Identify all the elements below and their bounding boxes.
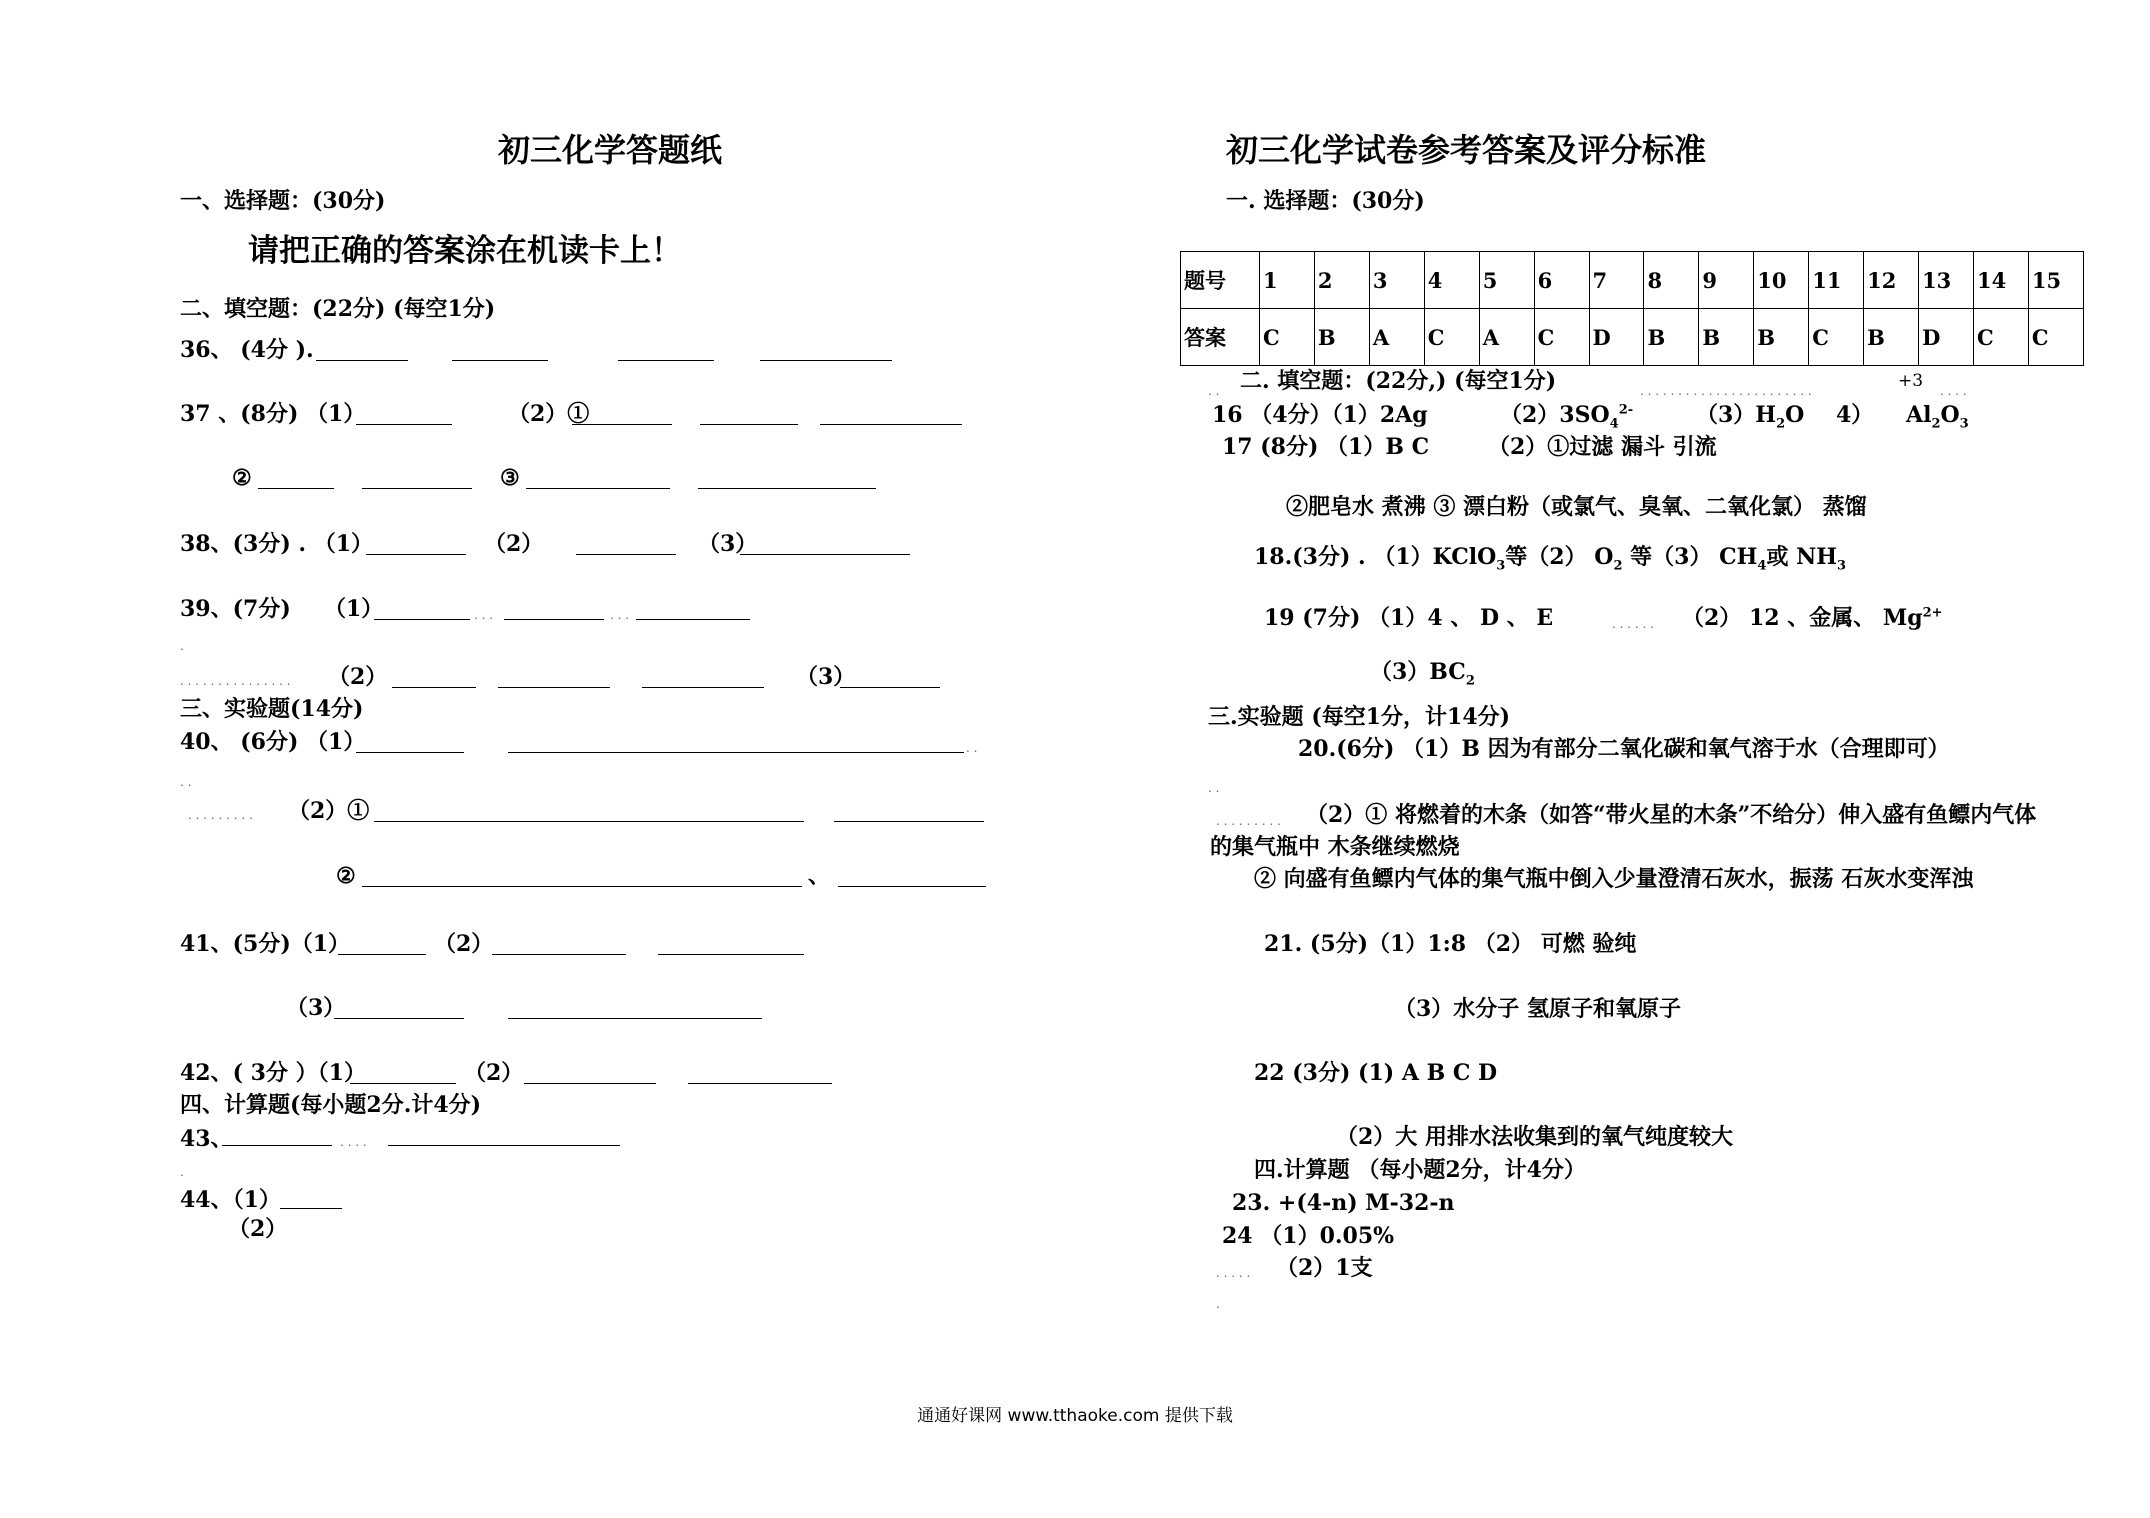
q37-blank-3[interactable]	[700, 424, 798, 425]
table-cell: C	[1809, 309, 1864, 366]
q40-sub2-label: ②	[336, 863, 356, 889]
q39-part3-label: （3）	[796, 664, 856, 690]
ref-sec2-dots-1: . .	[1208, 384, 1220, 398]
answer-24: 24 （1）0.05%	[1222, 1223, 1395, 1249]
table-cell: 10	[1754, 252, 1809, 309]
q43-blank-1[interactable]	[222, 1145, 332, 1146]
q37-blank-5[interactable]	[258, 488, 334, 489]
q37-sub3-label: ③	[500, 465, 520, 491]
answer-20-dots-1: . .	[1208, 781, 1220, 795]
table-cell: C	[1973, 309, 2028, 366]
q36-blank-3[interactable]	[618, 360, 714, 361]
q36-blank-2[interactable]	[452, 360, 548, 361]
q37-part2-label: （2）①	[508, 401, 590, 427]
table-cell: D	[1919, 309, 1974, 366]
table-cell: C	[1260, 309, 1315, 366]
q39-dots-4: . . . . . . . . . . . . . . .	[180, 674, 291, 688]
answer-20: 20.(6分) （1）B 因为有部分二氧化碳和氧气溶于水（合理即可）	[1298, 736, 1950, 762]
table-cell: C	[1424, 309, 1479, 366]
table-cell: B	[1644, 309, 1699, 366]
q39-blank-3[interactable]	[636, 619, 750, 620]
section-calc-heading: 四、计算题(每小题2分.计4分)	[180, 1092, 482, 1118]
q40-dots-3: . . . . . . . . .	[188, 808, 253, 822]
q40-label: 40、 (6分) （1）	[180, 729, 366, 755]
choice-answer-table	[1180, 251, 2084, 366]
table-header-answer: 答案	[1181, 309, 1260, 366]
q44-blank-1[interactable]	[280, 1208, 342, 1209]
table-cell: D	[1589, 309, 1644, 366]
q41-blank-5[interactable]	[508, 1018, 762, 1019]
answer-16-part2: $(2)3SO_4^{2-}$	[1500, 402, 1634, 432]
q38-blank-1[interactable]	[366, 554, 466, 555]
q40-blank-3[interactable]	[374, 821, 804, 822]
section-choice-heading: 一、选择题：(30分)	[180, 188, 386, 214]
answer-22-part2: （2）大 用排水法收集到的氧气纯度较大	[1336, 1124, 1733, 1150]
answer-20-dots-2: . . . . . . . . .	[1216, 814, 1281, 828]
table-cell: A	[1369, 309, 1424, 366]
q38-blank-3[interactable]	[740, 554, 910, 555]
q37-blank-8[interactable]	[698, 488, 876, 489]
table-cell: 1	[1260, 252, 1315, 309]
table-cell: 14	[1973, 252, 2028, 309]
q42-blank-3[interactable]	[688, 1083, 832, 1084]
q37-blank-7[interactable]	[526, 488, 670, 489]
q43-dots-2: .	[180, 1165, 184, 1179]
answer-16-part4-formula: $Al_2O_3$	[1906, 402, 1969, 432]
table-cell: C	[2028, 309, 2083, 366]
q40-blank-2[interactable]	[508, 752, 964, 753]
answer-21-part3: （3）水分子 氢原子和氧原子	[1394, 996, 1681, 1022]
q41-label: 41、(5分)（1）	[180, 931, 351, 957]
table-cell: 11	[1809, 252, 1864, 309]
table-header-number: 题号	[1181, 252, 1260, 309]
q37-blank-2[interactable]	[572, 424, 672, 425]
q40-blank-6[interactable]	[838, 886, 986, 887]
table-cell: B	[1314, 309, 1369, 366]
machine-card-notice: 请把正确的答案涂在机读卡上！	[248, 233, 682, 269]
table-cell: 3	[1369, 252, 1424, 309]
ref-section-experiment-heading: 三.实验题 (每空1分，计14分)	[1208, 704, 1511, 730]
ref-sec2-dots-3: . . . .	[1940, 384, 1967, 398]
q43-label: 43、	[180, 1126, 233, 1152]
q37-label: 37 、(8分) （1）	[180, 401, 366, 427]
q39-blank-4[interactable]	[392, 687, 476, 688]
answer-16-part3: $(3)H_2O$	[1696, 402, 1805, 432]
q43-blank-2[interactable]	[388, 1145, 620, 1146]
answer-20-part3: ② 向盛有鱼鳔内气体的集气瓶中倒入少量澄清石灰水，振荡 石灰水变浑浊	[1254, 866, 1974, 892]
answer-22: 22 (3分) (1) A B C D	[1254, 1060, 1498, 1086]
q37-blank-6[interactable]	[362, 488, 472, 489]
answer-17-part3: ②肥皂水 煮沸 ③ 漂白粉（或氯气、臭氧、二氧化氯） 蒸馏	[1286, 494, 1867, 520]
q41-blank-3[interactable]	[658, 954, 804, 955]
q37-sub2-label: ②	[232, 465, 252, 491]
q39-blank-7[interactable]	[840, 687, 940, 688]
q43-dots: . . . .	[340, 1135, 367, 1149]
q36-label: 36、 (4分 ).	[180, 337, 314, 363]
table-row	[1181, 309, 2084, 366]
table-cell: B	[1864, 309, 1919, 366]
q40-part2-label: （2）①	[288, 798, 370, 824]
answer-19-part3: $(3)BC_2$	[1370, 659, 1475, 689]
q39-blank-6[interactable]	[642, 687, 764, 688]
q38-part3-label: （3）	[698, 531, 758, 557]
q40-blank-5[interactable]	[362, 886, 802, 887]
q38-blank-2[interactable]	[576, 554, 676, 555]
q42-part2-label: （2）	[464, 1060, 524, 1086]
reference-answers-title: 初三化学试卷参考答案及评分标准	[1226, 131, 1707, 169]
q41-blank-4[interactable]	[334, 1018, 464, 1019]
table-cell: 4	[1424, 252, 1479, 309]
answer-17-part2: （2）①过滤 漏斗 引流	[1488, 434, 1717, 460]
q44-part2-label: （2）	[228, 1216, 288, 1242]
answer-16: 16 （4分）（1）2Ag	[1212, 402, 1428, 428]
q40-blank-4[interactable]	[834, 821, 984, 822]
answer-21: 21. (5分)（1）1:8 （2） 可燃 验纯	[1264, 931, 1637, 957]
q37-blank-4[interactable]	[820, 424, 962, 425]
q39-dots-2: . . .	[610, 608, 630, 622]
q40-dots-2: . .	[180, 775, 192, 789]
answer-16-part4: 4）	[1836, 402, 1874, 428]
q42-blank-2[interactable]	[524, 1083, 656, 1084]
table-cell: 5	[1479, 252, 1534, 309]
table-cell: 6	[1534, 252, 1589, 309]
q37-blank-1[interactable]	[356, 424, 452, 425]
ref-section-choice-heading: 一. 选择题：(30分)	[1226, 188, 1425, 214]
q41-part2-label: （2）	[434, 931, 494, 957]
q39-dots-1: . . .	[474, 608, 494, 622]
q44-label: 44、（1）	[180, 1187, 281, 1213]
q36-blank-4[interactable]	[760, 360, 892, 361]
answer-19-dots: . . . . . .	[1612, 617, 1654, 631]
q38-part2-label: （2）	[484, 531, 544, 557]
q39-part1-label: （1）	[324, 596, 384, 622]
table-cell: 9	[1699, 252, 1754, 309]
q42-label: 42、( 3分 ）（1）	[180, 1060, 366, 1086]
q42-blank-1[interactable]	[350, 1083, 456, 1084]
q40-blank-1[interactable]	[356, 752, 464, 753]
q39-blank-2[interactable]	[504, 619, 604, 620]
ref-section-fill-heading: 二. 填空题：(22分,) (每空1分)	[1240, 368, 1557, 394]
q39-blank-1[interactable]	[374, 619, 470, 620]
q38-label: 38、(3分) . （1）	[180, 531, 374, 557]
answer-24-dots: . . . . .	[1216, 1266, 1251, 1280]
ref-sec2-mark: +3	[1898, 371, 1924, 391]
table-cell: 12	[1864, 252, 1919, 309]
answer-sheet-title: 初三化学答题纸	[498, 131, 723, 169]
q36-blank-1[interactable]	[316, 360, 408, 361]
table-row	[1181, 252, 2084, 309]
answer-19: 19 (7分) （1）4 、 D 、 E	[1264, 605, 1554, 631]
q39-blank-5[interactable]	[498, 687, 610, 688]
table-cell: A	[1479, 309, 1534, 366]
table-cell: 2	[1314, 252, 1369, 309]
q39-label: 39、(7分)	[180, 596, 291, 622]
q40-dots-1: . .	[966, 741, 978, 755]
answer-18: 18.(3分) . （1）KClO$_3$等（2） $O_2$ 等（3） $CH_4$或 $NH_3$	[1254, 544, 1847, 574]
table-cell: B	[1699, 309, 1754, 366]
answer-23: 23. +(4-n) M-32-n	[1232, 1190, 1455, 1216]
answer-20-part2: （2）① 将燃着的木条（如答“带火星的木条”不给分）伸入盛有鱼鳔内气体	[1306, 802, 2037, 828]
ref-section-calc-heading: 四.计算题 （每小题2分，计4分）	[1254, 1157, 1586, 1183]
answer-20-part2b: 的集气瓶中 木条继续燃烧	[1210, 834, 1460, 860]
table-cell: C	[1534, 309, 1589, 366]
q41-blank-2[interactable]	[492, 954, 626, 955]
ref-sec2-dots-2: . . . . . . . . . . . . . . . . . . . . . . .	[1640, 384, 1812, 398]
table-cell: 7	[1589, 252, 1644, 309]
table-cell: 8	[1644, 252, 1699, 309]
answer-24-dots-2: .	[1216, 1297, 1220, 1311]
table-cell: 13	[1919, 252, 1974, 309]
answer-24-part2: （2）1支	[1276, 1255, 1373, 1281]
section-experiment-heading: 三、实验题(14分)	[180, 696, 364, 722]
q41-blank-1[interactable]	[338, 954, 426, 955]
answer-17: 17 (8分) （1）B C	[1222, 434, 1430, 460]
q39-part2-label: （2）	[328, 664, 388, 690]
q40-separator: 、	[808, 863, 831, 889]
section-fill-heading: 二、填空题：(22分) (每空1分)	[180, 296, 496, 322]
footer-credit: 通通好课网 www.tthaoke.com 提供下载	[917, 1406, 1233, 1426]
table-cell: B	[1754, 309, 1809, 366]
answer-19-part2: （2） 12 、金属、 $Mg^{2+}$	[1682, 605, 1943, 631]
q41-part3-label: （3）	[286, 995, 346, 1021]
q39-dots-3: .	[180, 639, 184, 653]
table-cell: 15	[2028, 252, 2083, 309]
